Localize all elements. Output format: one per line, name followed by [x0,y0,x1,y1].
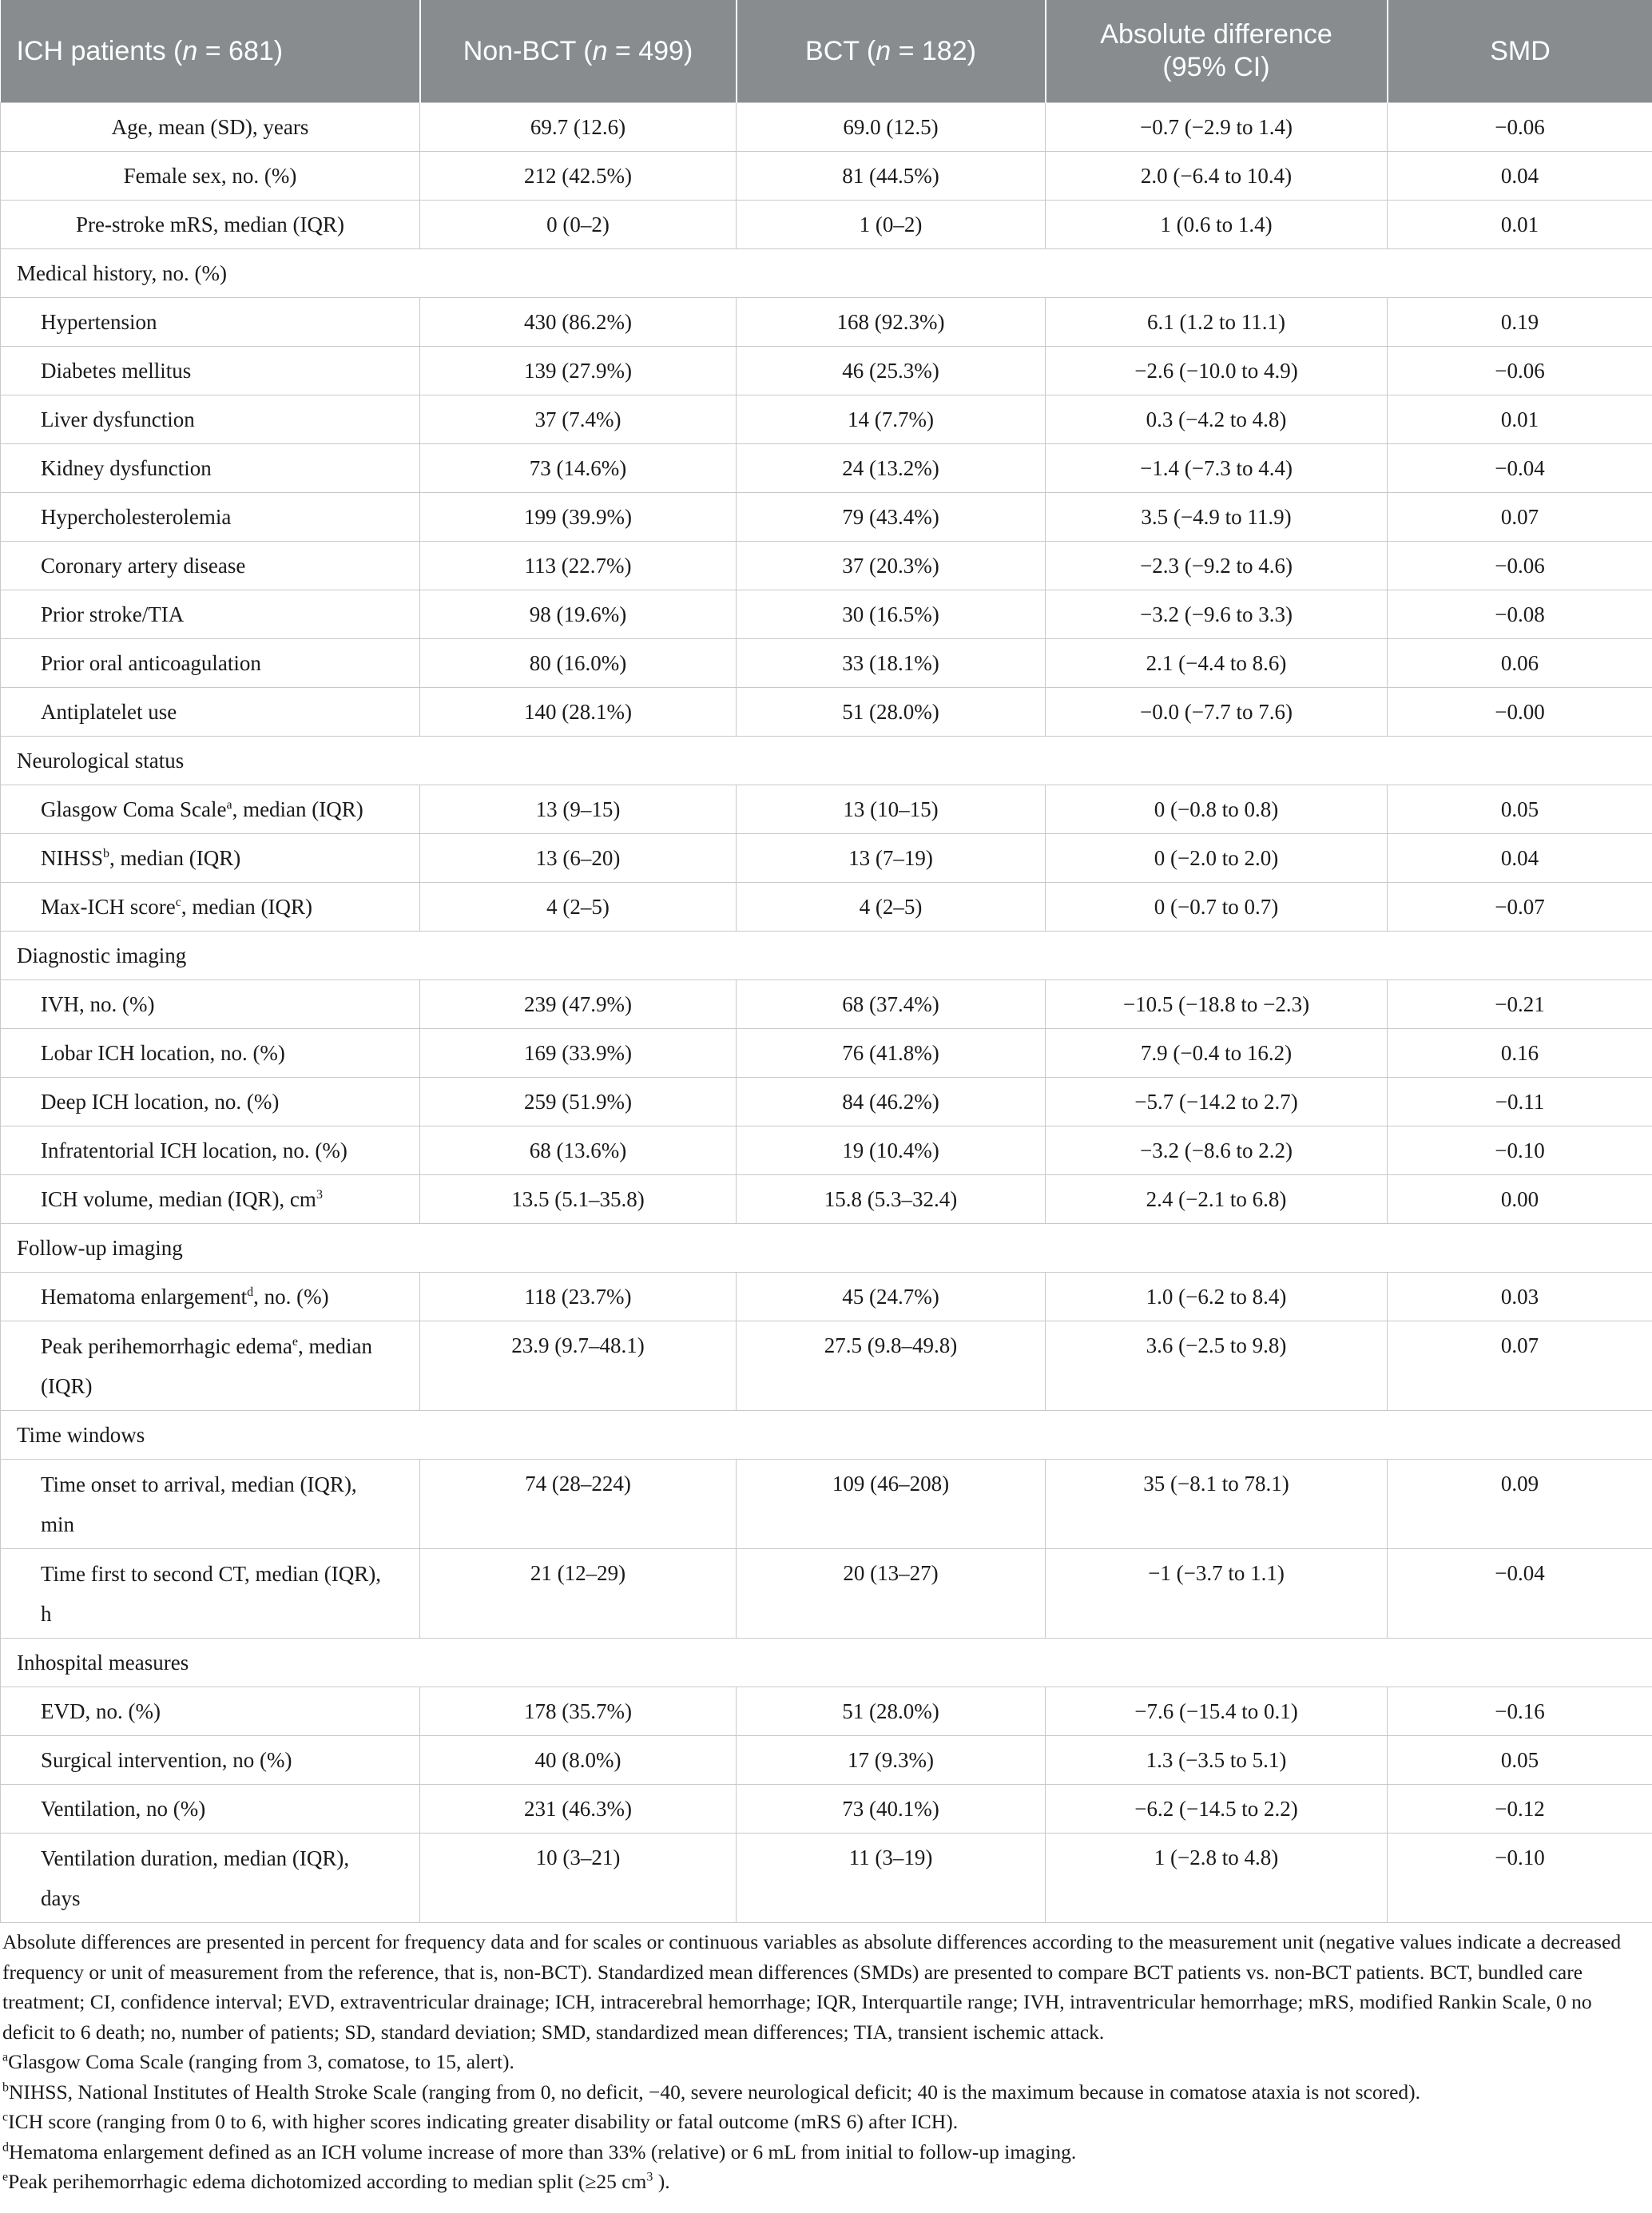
header-bct: BCT (n = 182) [737,0,1046,103]
cell-smd: −0.07 [1388,883,1652,932]
cell-bct: 20 (13–27) [737,1549,1046,1639]
row-label: ICH volume, median (IQR), $cm^3$ [1,1175,420,1224]
cell-smd: −0.11 [1388,1078,1652,1126]
cell-non-bct: 4 (2–5) [420,883,737,932]
section-row [1,1411,1652,1460]
table-row [1,834,1652,883]
cell-smd: −0.08 [1388,590,1652,639]
section-row [1,1224,1652,1273]
section-label: Neurological status [1,737,1652,785]
cell-absolute-difference: −2.3 (−9.2 to 4.6) [1046,542,1388,590]
cell-absolute-difference: −3.2 (−9.6 to 3.3) [1046,590,1388,639]
row-label: NIHSS$^b$, median (IQR) [1,834,420,883]
cell-bct: 79 (43.4%) [737,493,1046,542]
cell-absolute-difference: −1.4 (−7.3 to 4.4) [1046,444,1388,493]
cell-bct: 13 (10–15) [737,785,1046,834]
section-label: Diagnostic imaging [1,932,1652,980]
table-row [1,493,1652,542]
section-row [1,249,1652,298]
table-row [1,883,1652,932]
table-row [1,347,1652,395]
cell-smd: −0.10 [1388,1126,1652,1175]
cell-absolute-difference: −10.5 (−18.8 to −2.3) [1046,980,1388,1029]
cell-absolute-difference: −7.6 (−15.4 to 0.1) [1046,1687,1388,1736]
cell-absolute-difference: 1.3 (−3.5 to 5.1) [1046,1736,1388,1785]
cell-bct: 168 (92.3%) [737,298,1046,347]
section-row [1,737,1652,785]
cell-bct: 4 (2–5) [737,883,1046,932]
footnote-a: $^a$Glasgow Coma Scale (ranging from 3, comatose, to 15, alert). [2,2050,514,2073]
row-label: Antiplatelet use [1,688,420,737]
cell-bct: 76 (41.8%) [737,1029,1046,1078]
section-label: Medical history, no. (%) [1,249,1652,298]
cell-non-bct: 13 (6–20) [420,834,737,883]
cell-smd: −0.04 [1388,1549,1652,1639]
cell-smd: −0.10 [1388,1834,1652,1923]
cell-absolute-difference: 0.3 (−4.2 to 4.8) [1046,395,1388,444]
cell-smd: 0.04 [1388,834,1652,883]
cell-non-bct: 68 (13.6%) [420,1126,737,1175]
row-label: EVD, no. (%) [1,1687,420,1736]
cell-bct: 13 (7–19) [737,834,1046,883]
cell-non-bct: 139 (27.9%) [420,347,737,395]
cell-absolute-difference: 3.5 (−4.9 to 11.9) [1046,493,1388,542]
cell-absolute-difference: 0 (−0.8 to 0.8) [1046,785,1388,834]
cell-bct: 69.0 (12.5) [737,103,1046,152]
row-label: Time onset to arrival, median (IQR), min [1,1460,420,1549]
cell-smd: −0.12 [1388,1785,1652,1834]
cell-smd: −0.21 [1388,980,1652,1029]
table-row [1,444,1652,493]
cell-non-bct: 69.7 (12.6) [420,103,737,152]
table-row [1,1687,1652,1736]
cell-absolute-difference: 1 (0.6 to 1.4) [1046,201,1388,249]
row-label: Ventilation, no (%) [1,1785,420,1834]
cell-absolute-difference: 1.0 (−6.2 to 8.4) [1046,1273,1388,1321]
cell-bct: 15.8 (5.3–32.4) [737,1175,1046,1224]
table-row [1,1126,1652,1175]
cell-smd: 0.01 [1388,395,1652,444]
cell-absolute-difference: 7.9 (−0.4 to 16.2) [1046,1029,1388,1078]
table-row [1,1785,1652,1834]
cell-non-bct: 169 (33.9%) [420,1029,737,1078]
section-row [1,932,1652,980]
cell-smd: 0.01 [1388,201,1652,249]
cell-smd: 0.00 [1388,1175,1652,1224]
table-row [1,103,1652,152]
cell-non-bct: 212 (42.5%) [420,152,737,201]
footnote-c: $^c$ICH score (ranging from 0 to 6, with higher scores indicating greater disability or fatal outcome (mRS 6) after ICH). [2,2110,959,2133]
cell-absolute-difference: −0.7 (−2.9 to 1.4) [1046,103,1388,152]
cell-bct: 33 (18.1%) [737,639,1046,688]
row-label: Female sex, no. (%) [1,152,420,201]
cell-smd: 0.19 [1388,298,1652,347]
cell-smd: −0.06 [1388,347,1652,395]
table-row [1,1029,1652,1078]
section-label: Time windows [1,1411,1652,1460]
cell-non-bct: 430 (86.2%) [420,298,737,347]
cell-non-bct: 118 (23.7%) [420,1273,737,1321]
cell-absolute-difference: 2.1 (−4.4 to 8.6) [1046,639,1388,688]
footnote-e: $^e$Peak perihemorrhagic edema dichotomized according to median split (≥25 $cm^3$ ). [2,2170,670,2193]
cell-bct: 46 (25.3%) [737,347,1046,395]
cell-bct: 109 (46–208) [737,1460,1046,1549]
row-label: Age, mean (SD), years [1,103,420,152]
cell-absolute-difference: −5.7 (−14.2 to 2.7) [1046,1078,1388,1126]
table-row [1,590,1652,639]
cell-bct: 1 (0–2) [737,201,1046,249]
table-row [1,1460,1652,1549]
table-row [1,1834,1652,1923]
cell-non-bct: 98 (19.6%) [420,590,737,639]
cell-bct: 30 (16.5%) [737,590,1046,639]
cell-bct: 84 (46.2%) [737,1078,1046,1126]
table-row [1,1078,1652,1126]
cell-absolute-difference: −2.6 (−10.0 to 4.9) [1046,347,1388,395]
row-label: Coronary artery disease [1,542,420,590]
table-row [1,298,1652,347]
cell-smd: −0.04 [1388,444,1652,493]
section-label: Follow-up imaging [1,1224,1652,1273]
cell-non-bct: 140 (28.1%) [420,688,737,737]
row-label: Deep ICH location, no. (%) [1,1078,420,1126]
cell-non-bct: 74 (28–224) [420,1460,737,1549]
cell-bct: 24 (13.2%) [737,444,1046,493]
cell-bct: 68 (37.4%) [737,980,1046,1029]
table-footnotes [2,1927,1648,2197]
row-label: Prior oral anticoagulation [1,639,420,688]
row-label: Liver dysfunction [1,395,420,444]
cell-bct: 19 (10.4%) [737,1126,1046,1175]
cell-smd: −0.00 [1388,688,1652,737]
row-label: Hematoma enlargement$^d$, no. (%) [1,1273,420,1321]
section-row [1,1639,1652,1687]
cell-bct: 81 (44.5%) [737,152,1046,201]
cell-smd: 0.05 [1388,1736,1652,1785]
cell-absolute-difference: −6.2 (−14.5 to 2.2) [1046,1785,1388,1834]
footnote-abbreviations: Absolute differences are presented in percent for frequency data and for scales or continuous variables as absolute differences according to the measurement unit (negative values indicate a decreased frequency or unit of measurement from the reference, that is, non-BCT). Standardized mean differences (SMDs) are presented to compare BCT patients vs. non-BCT patients. BCT, bundled care treatment; CI, confidence interval; EVD, extraventricular drainage; ICH, intracerebral hemorrhage; IQR, Interquartile range; IVH, intraventricular hemorrhage; mRS, modified Rankin Scale, 0 no deficit to 6 death; no, number of patients; SD, standard deviation; SMD, standardized mean differences; TIA, transient ischemic attack. [2,1930,1622,2044]
cell-non-bct: 231 (46.3%) [420,1785,737,1834]
row-label: Peak perihemorrhagic edema$^e$, median (IQR) [1,1321,420,1411]
cell-non-bct: 40 (8.0%) [420,1736,737,1785]
row-label: Glasgow Coma Scale$^a$, median (IQR) [1,785,420,834]
cell-smd: 0.04 [1388,152,1652,201]
footnote-b: $^b$NIHSS, National Institutes of Health Stroke Scale (ranging from 0, no deficit, −40, severe neurological deficit; 40 is the maximum because in comatose ataxia is not scored). [2,2080,1421,2104]
cell-non-bct: 13.5 (5.1–35.8) [420,1175,737,1224]
cell-absolute-difference: −1 (−3.7 to 1.1) [1046,1549,1388,1639]
cell-smd: 0.07 [1388,1321,1652,1411]
cell-bct: 45 (24.7%) [737,1273,1046,1321]
cell-bct: 37 (20.3%) [737,542,1046,590]
cell-non-bct: 199 (39.9%) [420,493,737,542]
row-label: IVH, no. (%) [1,980,420,1029]
cell-non-bct: 13 (9–15) [420,785,737,834]
cell-bct: 51 (28.0%) [737,688,1046,737]
row-label: Diabetes mellitus [1,347,420,395]
table-row [1,688,1652,737]
cell-bct: 11 (3–19) [737,1834,1046,1923]
cell-bct: 73 (40.1%) [737,1785,1046,1834]
section-label: Inhospital measures [1,1639,1652,1687]
cell-smd: 0.03 [1388,1273,1652,1321]
cell-smd: −0.16 [1388,1687,1652,1736]
cell-absolute-difference: 2.0 (−6.4 to 10.4) [1046,152,1388,201]
row-label: Lobar ICH location, no. (%) [1,1029,420,1078]
cell-non-bct: 0 (0–2) [420,201,737,249]
cell-smd: 0.16 [1388,1029,1652,1078]
cell-bct: 51 (28.0%) [737,1687,1046,1736]
footnote-d: $^d$Hematoma enlargement defined as an ICH volume increase of more than 33% (relative) or 6 mL from initial to follow-up imaging. [2,2139,1077,2163]
cell-absolute-difference: 0 (−2.0 to 2.0) [1046,834,1388,883]
cell-absolute-difference: 1 (−2.8 to 4.8) [1046,1834,1388,1923]
table-row [1,980,1652,1029]
table-row [1,152,1652,201]
cell-non-bct: 73 (14.6%) [420,444,737,493]
cell-absolute-difference: 2.4 (−2.1 to 6.8) [1046,1175,1388,1224]
table-row [1,1175,1652,1224]
table-row [1,1321,1652,1411]
cell-non-bct: 80 (16.0%) [420,639,737,688]
cell-absolute-difference: 6.1 (1.2 to 11.1) [1046,298,1388,347]
table-row [1,639,1652,688]
cell-smd: 0.09 [1388,1460,1652,1549]
cell-non-bct: 113 (22.7%) [420,542,737,590]
cell-smd: −0.06 [1388,103,1652,152]
table-row [1,1736,1652,1785]
cell-non-bct: 23.9 (9.7–48.1) [420,1321,737,1411]
cell-absolute-difference: 3.6 (−2.5 to 9.8) [1046,1321,1388,1411]
table-row [1,542,1652,590]
table-row [1,201,1652,249]
table-row [1,1549,1652,1639]
cell-smd: −0.06 [1388,542,1652,590]
row-label: Time first to second CT, median (IQR), h [1,1549,420,1639]
cell-absolute-difference: 0 (−0.7 to 0.7) [1046,883,1388,932]
row-label: Pre-stroke mRS, median (IQR) [1,201,420,249]
cell-bct: 27.5 (9.8–49.8) [737,1321,1046,1411]
header-ich-patients: ICH patients (n = 681) [1,0,420,103]
cell-smd: 0.06 [1388,639,1652,688]
row-label: Hypercholesterolemia [1,493,420,542]
cell-absolute-difference: 35 (−8.1 to 78.1) [1046,1460,1388,1549]
row-label: Prior stroke/TIA [1,590,420,639]
cell-smd: 0.07 [1388,493,1652,542]
table-body [1,103,1652,1923]
cell-absolute-difference: −3.2 (−8.6 to 2.2) [1046,1126,1388,1175]
header-absolute-difference: Absolute difference (95% CI) [1046,0,1388,103]
row-label: Surgical intervention, no (%) [1,1736,420,1785]
table-row [1,785,1652,834]
row-label: Infratentorial ICH location, no. (%) [1,1126,420,1175]
cell-bct: 14 (7.7%) [737,395,1046,444]
cell-non-bct: 10 (3–21) [420,1834,737,1923]
cell-non-bct: 239 (47.9%) [420,980,737,1029]
cell-non-bct: 178 (35.7%) [420,1687,737,1736]
header-smd: SMD [1388,0,1652,103]
row-label: Ventilation duration, median (IQR), days [1,1834,420,1923]
cell-bct: 17 (9.3%) [737,1736,1046,1785]
table-row [1,1273,1652,1321]
table-header-row [1,0,1652,103]
cell-smd: 0.05 [1388,785,1652,834]
cell-non-bct: 37 (7.4%) [420,395,737,444]
header-non-bct: Non-BCT (n = 499) [420,0,737,103]
row-label: Hypertension [1,298,420,347]
table-row [1,395,1652,444]
row-label: Max-ICH score$^c$, median (IQR) [1,883,420,932]
row-label: Kidney dysfunction [1,444,420,493]
cell-non-bct: 259 (51.9%) [420,1078,737,1126]
cell-absolute-difference: −0.0 (−7.7 to 7.6) [1046,688,1388,737]
cell-non-bct: 21 (12–29) [420,1549,737,1639]
